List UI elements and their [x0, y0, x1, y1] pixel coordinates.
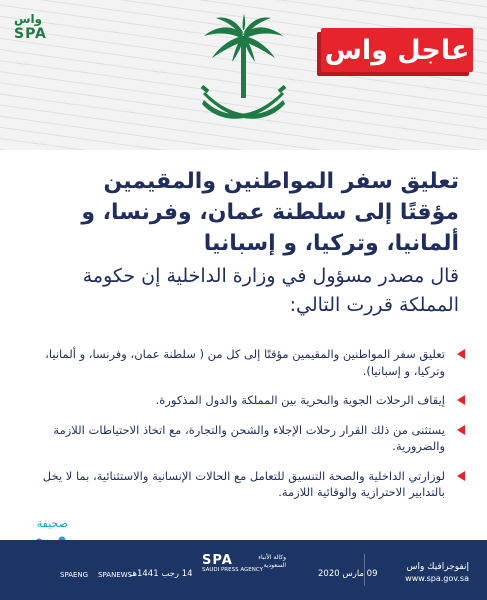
gregorian-date: 09 مارس 2020: [318, 569, 378, 579]
bullet-arrow-icon: [457, 425, 465, 435]
footer-bar: [0, 540, 487, 600]
website-link[interactable]: www.spa.gov.sa: [405, 574, 469, 583]
spa-logo-arabic: واس: [14, 12, 43, 26]
header-banner: [0, 0, 487, 150]
list-item: [20, 468, 465, 501]
headline: تعليق سفر المواطنين والمقيمين مؤقتًا إلى سلطنة عمان، وفرنسا، و ألمانيا، وتركيا، و إسبانيا: [81, 169, 459, 256]
footer-credits: [359, 562, 469, 584]
urgent-badge: عاجل واس: [321, 28, 473, 72]
footer-agency-arabic: وكالة الأنباء السعودية: [258, 554, 286, 569]
list-item: [20, 346, 465, 379]
infographic-label: إنفوجرافيك واس: [406, 562, 469, 572]
social-handle-eng: SPAENG: [60, 571, 89, 579]
footer-spa-logo: [202, 554, 286, 590]
spa-logo: [14, 12, 54, 50]
watermark-word: صحيفة: [36, 517, 68, 530]
list-item-text: إيقاف الرحلات الجوية والبحرية بين المملكة والدول المذكورة.: [155, 393, 445, 407]
bullet-arrow-icon: [457, 395, 465, 405]
social-handles: [60, 571, 132, 579]
list-item-text: تعليق سفر المواطنين والمقيمين مؤقتًا إلى كل من ( سلطنة عمان، وفرنسا، و ألمانيا، وتركيا، و إسبانيا).: [45, 347, 445, 378]
social-handle-news: SPANEWS: [98, 571, 133, 579]
list-item-text: يستثنى من ذلك القرار رحلات الإجلاء والشحن والتجارة، مع اتخاذ الاحتياطات اللازمة والضرورية.: [53, 422, 445, 453]
article-body: [0, 150, 487, 540]
spa-logo-english: SPA: [14, 26, 47, 42]
footer-spa-logo-text: SPA: [202, 553, 233, 568]
list-item: [20, 422, 465, 455]
bullet-arrow-icon: [457, 349, 465, 359]
lead-paragraph: قال مصدر مسؤول في وزارة الداخلية إن حكومة المملكة قررت التالي:: [82, 265, 459, 316]
list-item: [20, 392, 465, 409]
palm-and-swords-emblem-icon: [196, 14, 291, 134]
footer-spa-logo-sub: SAUDI PRESS AGENCY: [202, 567, 263, 573]
hijri-date: 14 رجب 1441هـ: [130, 569, 193, 579]
decision-list: [20, 346, 465, 514]
list-item-text: لوزارتي الداخلية والصحة التنسيق للتعامل مع الحالات الإنسانية والاستثنائية، بما لا يخل بالتدابير الاحترازية والوقائية اللازمة.: [42, 468, 445, 499]
bullet-arrow-icon: [457, 471, 465, 481]
